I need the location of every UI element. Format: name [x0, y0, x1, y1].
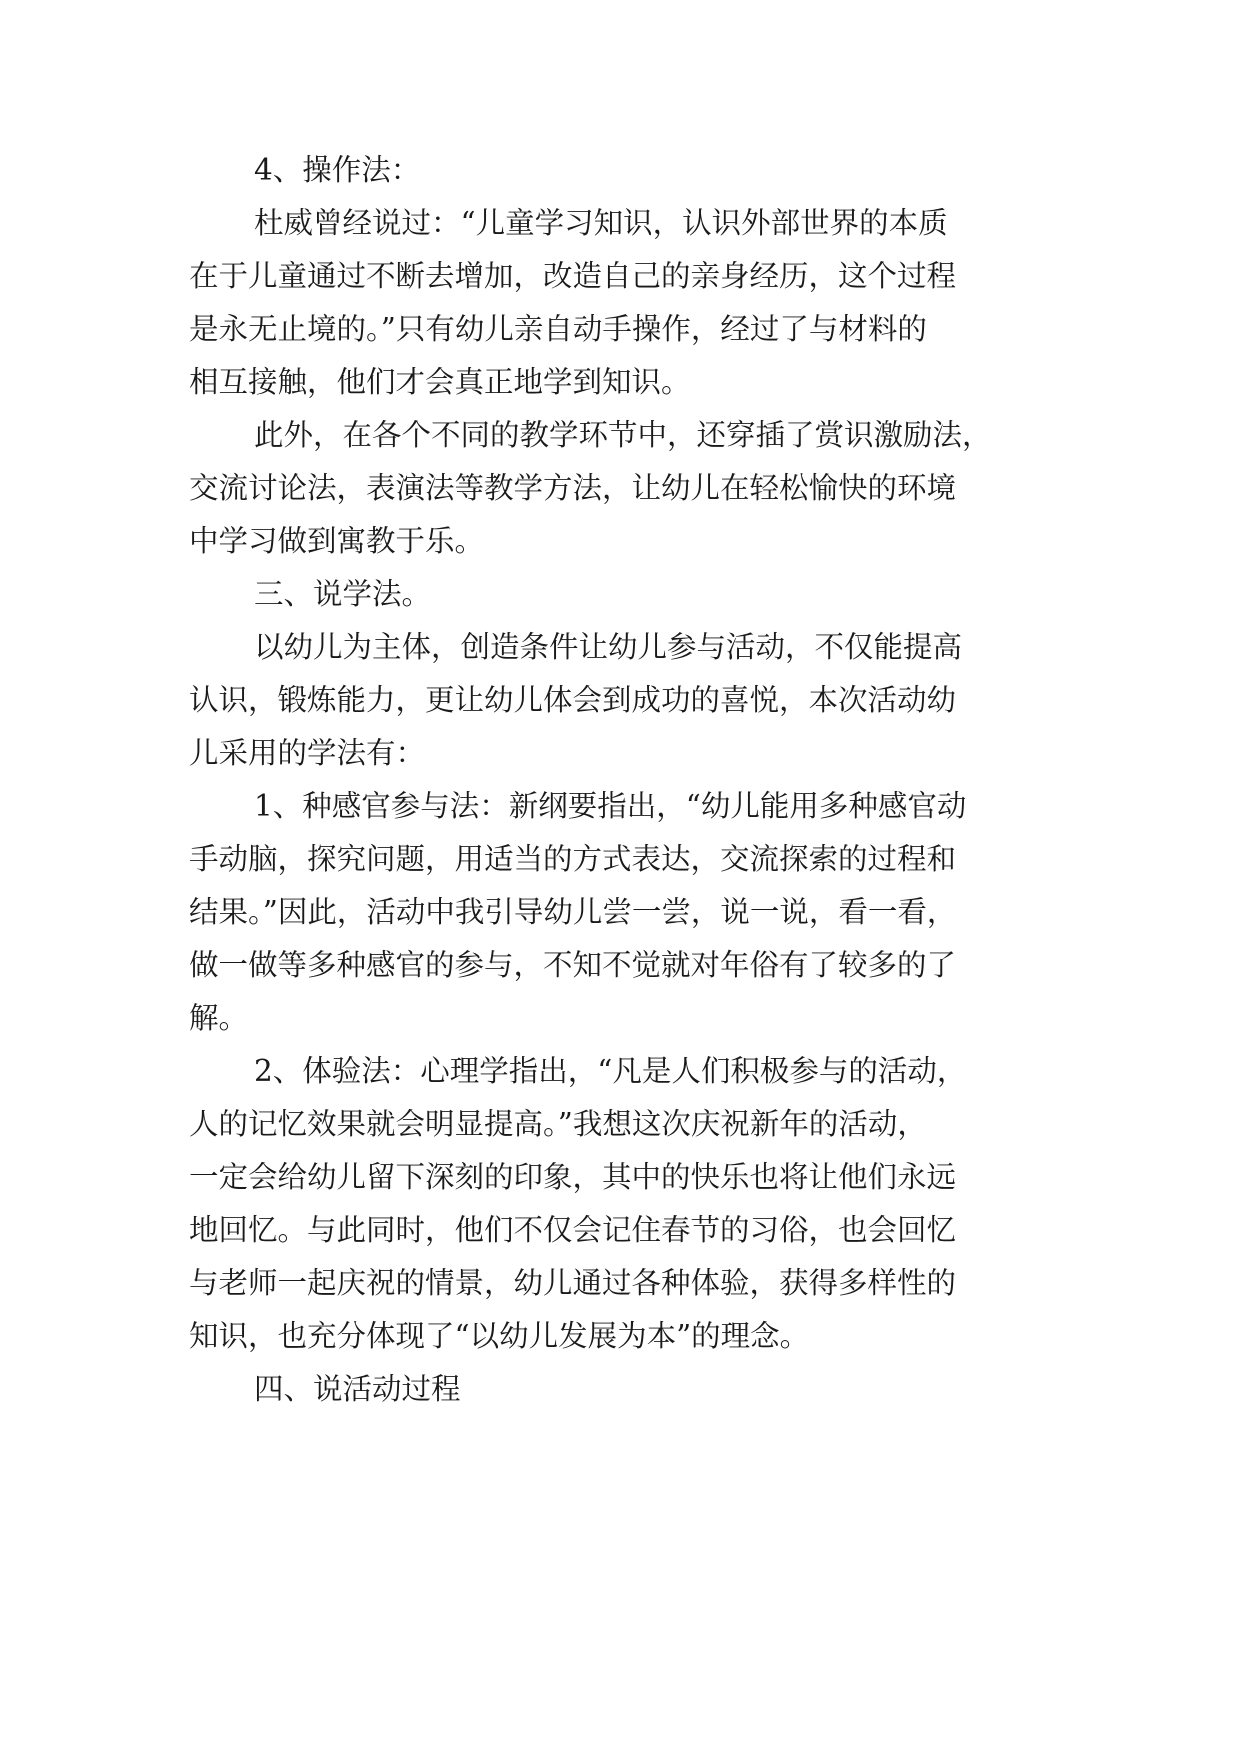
heading-operation-method: 4、操作法：: [254, 153, 421, 187]
paragraph-line: 地回忆。与此同时，他们不仅会记住春节的习俗，也会回忆: [189, 1213, 957, 1247]
paragraph-line: 解。: [189, 1001, 249, 1035]
paragraph-line: 1、种感官参与法：新纲要指出，“幼儿能用多种感官动: [254, 789, 967, 823]
paragraph-line: 结果。”因此，活动中我引导幼儿尝一尝，说一说，看一看，: [189, 895, 957, 929]
paragraph-line: 2、体验法：心理学指出，“凡是人们积极参与的活动，: [254, 1054, 967, 1088]
paragraph-line: 知识，也充分体现了“以幼儿发展为本”的理念。: [189, 1319, 810, 1353]
paragraph-line: 在于儿童通过不断去增加，改造自己的亲身经历，这个过程: [189, 259, 957, 293]
heading-learning-method: 三、说学法。: [254, 577, 432, 611]
paragraph-line: 手动脑，探究问题，用适当的方式表达，交流探索的过程和: [189, 842, 957, 876]
paragraph-line: 一定会给幼儿留下深刻的印象，其中的快乐也将让他们永远: [189, 1160, 957, 1194]
paragraph-line: 人的记忆效果就会明显提高。”我想这次庆祝新年的活动，: [189, 1107, 927, 1141]
paragraph-line: 此外，在各个不同的教学环节中，还穿插了赏识激励法，: [254, 418, 992, 452]
paragraph-line: 相互接触，他们才会真正地学到知识。: [189, 365, 691, 399]
heading-activity-process: 四、说活动过程: [254, 1372, 461, 1406]
paragraph-line: 杜威曾经说过：“儿童学习知识，认识外部世界的本质: [254, 206, 948, 240]
paragraph-line: 是永无止境的。”只有幼儿亲自动手操作，经过了与材料的: [189, 312, 927, 346]
paragraph-line: 以幼儿为主体，创造条件让幼儿参与活动，不仅能提高: [254, 630, 963, 664]
paragraph-line: 认识，锻炼能力，更让幼儿体会到成功的喜悦，本次活动幼: [189, 683, 957, 717]
paragraph-line: 交流讨论法，表演法等教学方法，让幼儿在轻松愉快的环境: [189, 471, 957, 505]
paragraph-line: 中学习做到寓教于乐。: [189, 524, 485, 558]
paragraph-line: 与老师一起庆祝的情景，幼儿通过各种体验，获得多样性的: [189, 1266, 957, 1300]
paragraph-line: 做一做等多种感官的参与，不知不觉就对年俗有了较多的了: [189, 948, 957, 982]
paragraph-line: 儿采用的学法有：: [189, 736, 426, 770]
